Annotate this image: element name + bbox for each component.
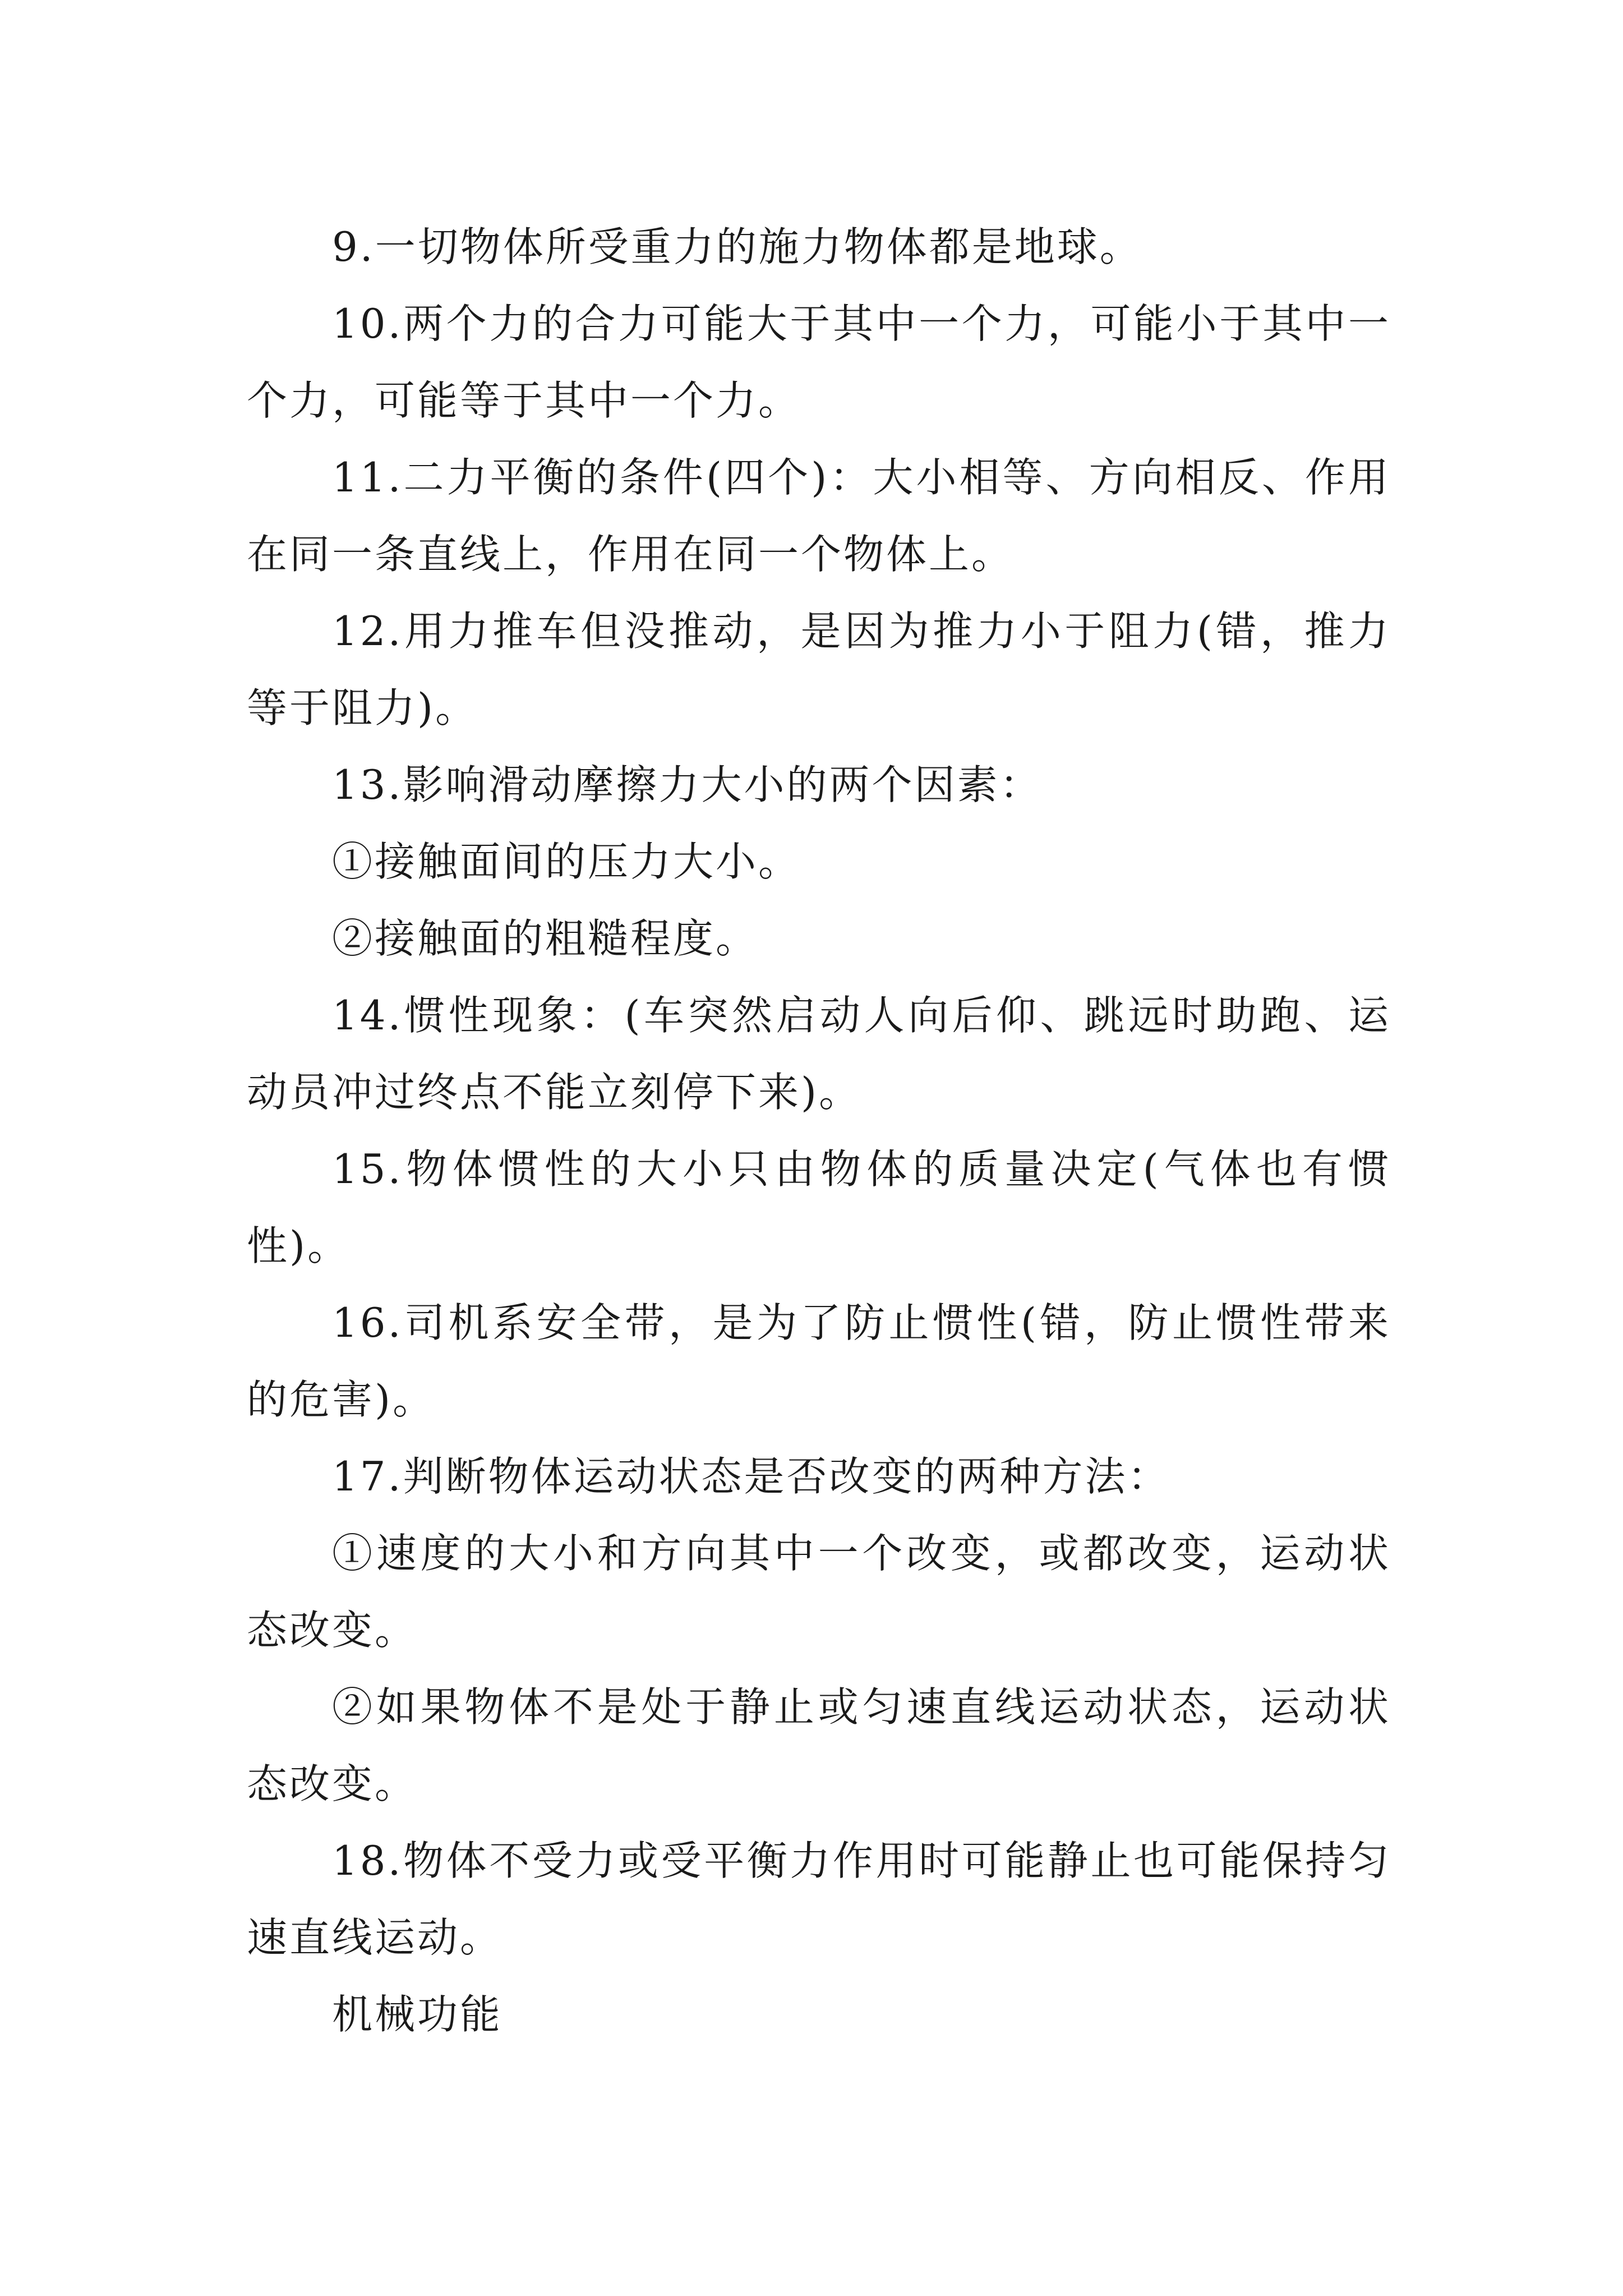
paragraph-item-13-point-2: ②接触面的粗糙程度。 [332,915,759,962]
section-heading-machinery: 机械功能 [332,1991,503,2038]
paragraph-item-17-point-1: ①速度的大小和方向其中一个改变，或都改变，运动状态改变。 [247,1530,1391,1654]
paragraph-item-16: 16.司机系安全带，是为了防止惯性(错，防止惯性带来的危害)。 [247,1299,1391,1423]
paragraph-item-13-point-1: ①接触面间的压力大小。 [332,838,801,885]
paragraph-item-14: 14.惯性现象：(车突然启动人向后仰、跳远时助跑、运动员冲过终点不能立刻停下来)。 [247,992,1391,1116]
document-body [247,209,1391,2053]
paragraph-item-17: 17.判断物体运动状态是否改变的两种方法： [332,1453,1170,1500]
paragraph-item-17-point-2: ②如果物体不是处于静止或匀速直线运动状态，运动状态改变。 [247,1683,1391,1807]
paragraph-item-12: 12.用力推车但没推动，是因为推力小于阻力(错，推力等于阻力)。 [247,608,1391,731]
paragraph-item-10: 10.两个力的合力可能大于其中一个力，可能小于其中一个力，可能等于其中一个力。 [247,300,1391,424]
paragraph-item-9: 9.一切物体所受重力的施力物体都是地球。 [332,223,1142,270]
paragraph-item-15: 15.物体惯性的大小只由物体的质量决定(气体也有惯性)。 [247,1145,1391,1269]
paragraph-item-18: 18.物体不受力或受平衡力作用时可能静止也可能保持匀速直线运动。 [247,1837,1391,1961]
paragraph-item-13: 13.影响滑动摩擦力大小的两个因素： [332,761,1043,808]
paragraph-item-11: 11.二力平衡的条件(四个)：大小相等、方向相反、作用在同一条直线上，作用在同一个物体上。 [247,454,1391,578]
